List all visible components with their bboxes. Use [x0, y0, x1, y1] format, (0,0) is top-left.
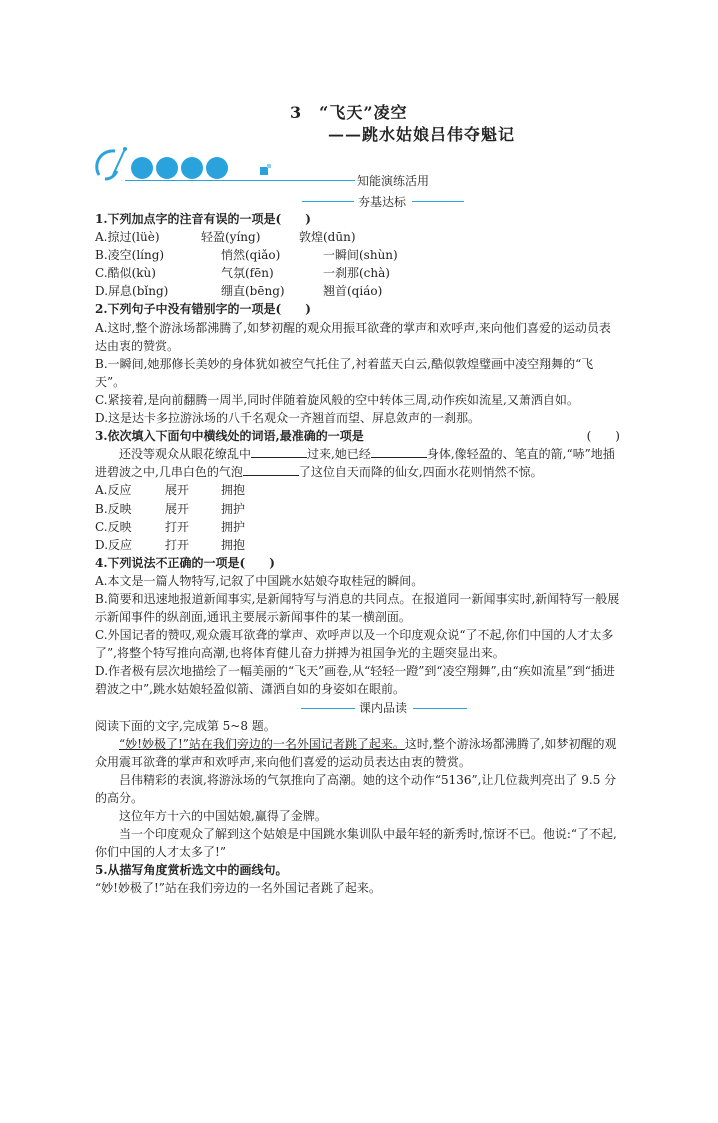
underlined-sentence: “妙!妙极了!”站在我们旁边的一名外国记者跳了起来。 — [119, 736, 405, 751]
section-heading-basic — [0, 194, 718, 210]
section-heading-reading — [95, 699, 620, 717]
page-subtitle: ——跳水姑娘吕伟夺魁记 — [328, 125, 516, 144]
option-row: C.反映 打开 拥护 — [95, 519, 246, 534]
option-row: D.屏息(bǐng) 绷直(bēng) 翘首(qiáo) — [95, 284, 383, 299]
section-rule — [412, 201, 464, 202]
question-5-stem: 5.从描写角度赏析选文中的画线句。 — [95, 863, 288, 878]
section-banner — [95, 143, 455, 193]
option-row: A.掠过(lüè) 轻盈(yíng) 敦煌(dūn) — [95, 230, 356, 245]
question-3-stem: 3.依次填入下面句中横线处的词语,最准确的一项是 ( ) — [95, 427, 620, 445]
option-b: B.一瞬间,她那修长美妙的身体犹如被空气托住了,衬着蓝天白云,酷似敦煌璧画中凌空翔舞的“飞天”。 — [95, 356, 594, 389]
banner-square — [267, 164, 271, 168]
question-1-stem: 1.下列加点字的注音有误的一项是( ) — [95, 212, 311, 226]
option-b: B.简要和迅速地报道新闻事实,是新闻特写与消息的共同点。在报道同一新闻事实时,新闻特写一般展示新闻事件的纵剖面,通讯主要展示新闻事件的某一横剖面。 — [95, 591, 620, 625]
banner-label: 知能演练活用 — [357, 174, 430, 188]
page-title: 3 “飞天”凌空 — [290, 103, 408, 122]
question-2-stem: 2.下列句子中没有错别字的一项是( ) — [95, 302, 311, 317]
option-row: D.反应 打开 拥抱 — [95, 537, 246, 552]
banner-divider — [125, 180, 355, 181]
reading-paragraph: 吕伟精彩的表演,将游泳场的气氛推向了高潮。她的这个动作“5136”,让几位裁判亮出了 9.5 分的高分。 — [95, 772, 617, 805]
answer-paren: ( ) — [586, 429, 620, 444]
banner-dot — [206, 157, 228, 179]
banner-dot — [181, 157, 203, 179]
question-4-stem: 4.下列说法不正确的一项是( ) — [95, 555, 275, 570]
reading-paragraph: “妙!妙极了!”站在我们旁边的一名外国记者跳了起来。这时,整个游泳场都沸腾了,如梦初醒的观众用震耳欲聋的掌声和欢呼声,来向他们喜爱的运动员表达由衷的赞赏。 — [95, 736, 617, 769]
option-c: C.紧接着,是向前翻腾一周半,同时伴随着旋风般的空中转体三周,动作疾如流星,又萧洒自如。 — [95, 392, 579, 407]
reading-paragraph: 这位年方十六的中国姑娘,赢得了金牌。 — [119, 809, 327, 823]
option-c: C.外国记者的赞叹,观众震耳欲聋的掌声、欢呼声以及一个印度观众说“了不起,你们中国的人才太多了”,将整个特写推向高潮,也将体育健儿奋力拼搏为祖国争光的主题突显出来。 — [95, 628, 614, 661]
fill-blank — [371, 447, 427, 458]
option-a: A.这时,整个游泳场都沸腾了,如梦初醒的观众用振耳欲聋的掌声和欢呼声,来向他们喜爱的运动员表达由衷的赞赏。 — [95, 320, 611, 353]
section-rule — [301, 708, 355, 709]
reading-intro: 阅读下面的文字,完成第 5~8 题。 — [95, 718, 276, 733]
banner-dot — [156, 157, 178, 179]
option-row: B.凌空(líng) 悄然(qiǎo) 一瞬间(shùn) — [95, 248, 398, 263]
option-d: D.作者极有层次地描绘了一幅美丽的“飞天”画卷,从“轻轻一蹬”到“凌空翔舞”,由“疾如流星”到“插进碧波之中”,跳水姑娘轻盈似箭、潇洒自如的身姿如在眼前。 — [95, 664, 615, 697]
worksheet-content — [95, 210, 620, 897]
option-row: C.酷似(kù) 气氛(fēn) 一刹那(chà) — [95, 266, 390, 281]
fill-blank — [251, 447, 307, 458]
banner-dot — [131, 157, 153, 179]
question-5-quote: “妙!妙极了!”站在我们旁边的一名外国记者跳了起来。 — [95, 881, 381, 896]
fill-blank — [243, 465, 299, 476]
option-row: A.反应 展开 拥抱 — [95, 483, 246, 498]
banner-square — [260, 167, 268, 175]
question-3-text: 还没等观众从眼花缭乱中 过来,她已经 身体,像轻盈的、笔直的箭,“哧”地插进碧波之中,几串白色的气泡 了这位自天而降的仙女,四面水花则悄然不惊。 — [95, 447, 615, 480]
brush-icon — [95, 145, 131, 185]
section-rule — [413, 708, 467, 709]
option-row: B.反映 展开 拥护 — [95, 501, 246, 516]
section-rule — [302, 201, 354, 202]
option-d: D.这是达卡多拉游泳场的八千名观众一齐翘首而望、屏息敛声的一刹那。 — [95, 411, 481, 426]
reading-paragraph: 当一个印度观众了解到这个姑娘是中国跳水集训队中最年轻的新秀时,惊讶不已。他说:“了不起,你们中国的人才太多了!” — [95, 827, 617, 860]
section-title: 课内品读 — [359, 700, 408, 715]
option-a: A.本文是一篇人物特写,记叙了中国跳水姑娘夺取桂冠的瞬间。 — [95, 573, 424, 588]
section-title: 夯基达标 — [358, 195, 407, 209]
